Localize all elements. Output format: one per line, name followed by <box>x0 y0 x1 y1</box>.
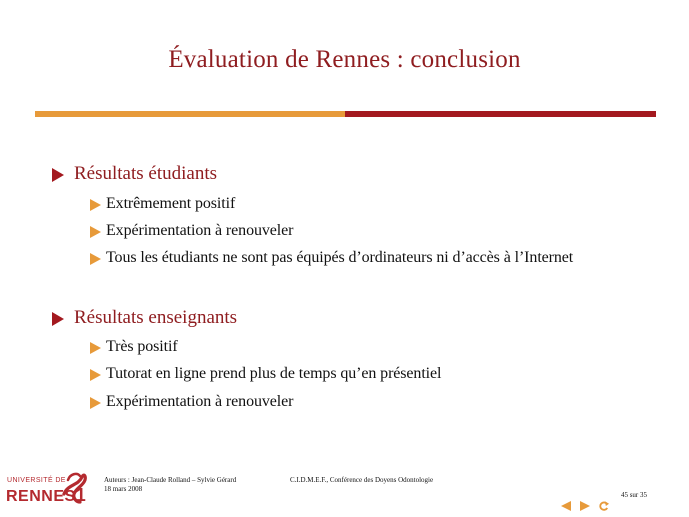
orange-arrow-bullet-icon <box>90 342 101 354</box>
logo-top-text: UNIVERSITÉ DE <box>7 477 66 484</box>
slide-title: Évaluation de Rennes : conclusion <box>168 46 521 73</box>
list-item-text: Extrêmement positif <box>106 195 236 212</box>
next-slide-button[interactable] <box>579 500 591 512</box>
list-item <box>90 338 178 356</box>
list-item-text: Tous les étudiants ne sont pas équipés d’ordinateurs ni d’accès à l’Internet <box>106 249 574 266</box>
orange-arrow-bullet-icon <box>90 199 101 211</box>
section-teachers-heading <box>52 307 237 329</box>
footer-date: 18 mars 2008 <box>104 485 143 493</box>
list-item-text: Expérimentation à renouveler <box>106 393 294 410</box>
orange-arrow-bullet-icon <box>90 397 101 409</box>
slide-navigation <box>560 500 610 512</box>
return-icon <box>598 500 610 513</box>
page-number: 45 sur 35 <box>620 491 647 499</box>
section-heading-text: Résultats étudiants <box>74 163 218 184</box>
orange-arrow-bullet-icon <box>90 226 101 238</box>
footer-authors: Auteurs : Jean-Claude Rolland – Sylvie Gérard <box>104 476 237 484</box>
ermine-logo-icon <box>60 468 90 506</box>
next-icon <box>579 500 591 512</box>
list-item <box>90 222 293 240</box>
list-item <box>90 365 441 383</box>
list-item <box>90 393 293 411</box>
list-item-text: Expérimentation à renouveler <box>106 222 294 239</box>
logo-name: RENNES <box>6 488 76 505</box>
list-item-text: Très positif <box>106 338 178 355</box>
footer-author-block <box>104 476 236 494</box>
list-item-text: Tutorat en ligne prend plus de temps qu’en présentiel <box>106 365 442 382</box>
section-heading-text: Résultats enseignants <box>74 307 238 328</box>
list-item <box>90 195 235 213</box>
prev-icon <box>560 500 572 512</box>
orange-arrow-bullet-icon <box>90 369 101 381</box>
section-students-heading <box>52 163 217 185</box>
previous-slide-button[interactable] <box>560 500 572 512</box>
orange-arrow-bullet-icon <box>90 253 101 265</box>
return-slide-button[interactable] <box>598 500 610 512</box>
list-item <box>90 249 573 267</box>
red-arrow-bullet-icon <box>52 312 64 326</box>
logo-digit: 1 <box>75 485 87 505</box>
footer-conference: C.I.D.M.E.F., Conférence des Doyens Odontologie <box>290 476 434 484</box>
red-arrow-bullet-icon <box>52 168 64 182</box>
university-logo <box>4 466 90 506</box>
